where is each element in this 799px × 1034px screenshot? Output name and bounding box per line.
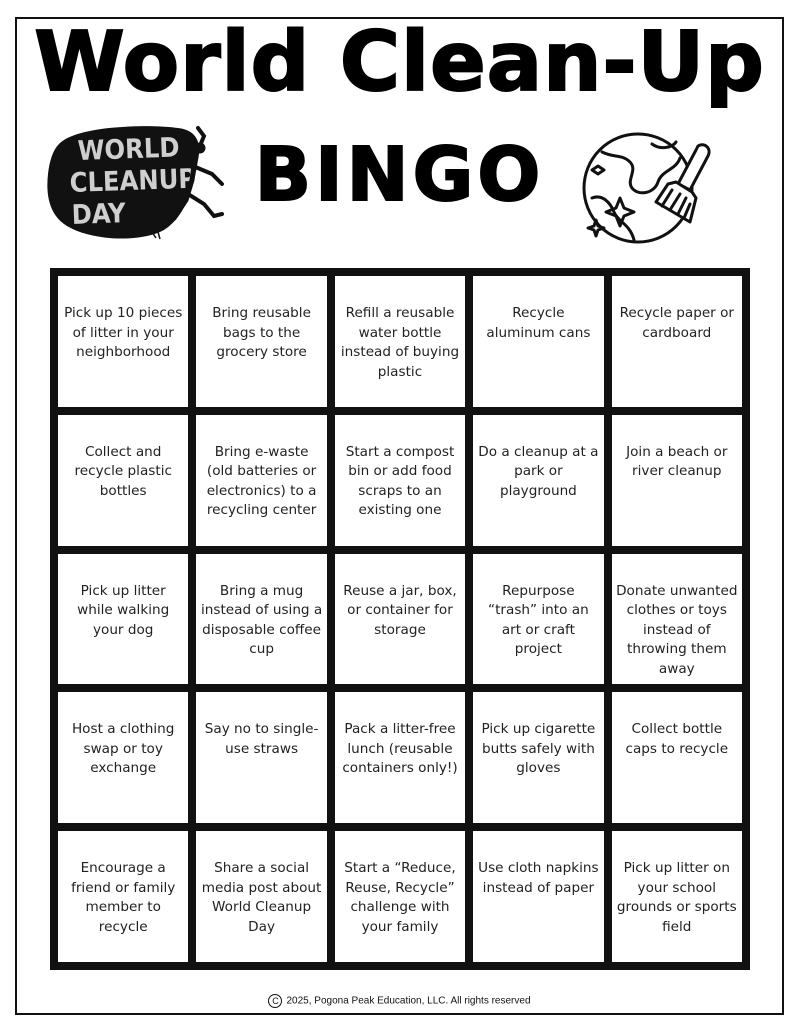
bingo-cell-text: Encourage a friend or family member to recycle — [71, 860, 176, 935]
bingo-cell-text: Bring reusable bags to the grocery store — [212, 305, 311, 360]
bingo-cell-text: Refill a reusable water bottle instead of buying plastic — [340, 305, 460, 380]
bingo-cell-text: Pick up litter on your school grounds or sports field — [616, 860, 737, 935]
bingo-cell[interactable] — [612, 415, 742, 546]
copyright-text: 2025, Pogona Peak Education, LLC. All rights reserved — [286, 995, 531, 1007]
copyright-footer — [0, 994, 799, 1008]
bingo-cell[interactable] — [58, 415, 188, 546]
bingo-cell[interactable] — [473, 415, 603, 546]
bingo-cell[interactable] — [196, 692, 326, 823]
bingo-cell-text: Use cloth napkins instead of paper — [478, 860, 599, 896]
copyright-icon: C — [268, 994, 282, 1008]
bingo-cell[interactable] — [196, 276, 326, 407]
bingo-cell[interactable] — [335, 692, 465, 823]
bingo-cell[interactable] — [612, 692, 742, 823]
earth-cleaning-brush-icon — [580, 128, 720, 246]
bingo-cell-text: Recycle aluminum cans — [486, 305, 591, 341]
world-cleanup-day-logo — [46, 120, 236, 245]
bingo-cell-text: Bring e-waste (old batteries or electronics) to a recycling center — [206, 443, 317, 519]
bingo-cell-text: Do a cleanup at a park or playground — [478, 443, 599, 499]
bingo-cell[interactable] — [58, 554, 188, 685]
bingo-cell-text: Repurpose “trash” into an art or craft project — [488, 582, 589, 658]
bingo-cell-text: Donate unwanted clothes or toys instead of throwing them away — [616, 582, 738, 677]
bingo-cell[interactable] — [473, 554, 603, 685]
bingo-cell-text: Collect bottle caps to recycle — [625, 721, 729, 757]
bingo-cell[interactable] — [335, 831, 465, 962]
bingo-cell-text: Pick up cigarette butts safely with gloves — [481, 721, 596, 777]
bingo-cell[interactable] — [196, 554, 326, 685]
logo-text-line-2: CLEANUP — [69, 163, 197, 199]
bingo-cell-text: Collect and recycle plastic bottles — [74, 443, 172, 499]
bingo-cell-text: Join a beach or river cleanup — [626, 443, 728, 480]
bingo-cell-text: Pick up 10 pieces of litter in your neighborhood — [64, 305, 183, 360]
bingo-cell[interactable] — [58, 276, 188, 407]
bingo-cell[interactable] — [335, 554, 465, 685]
bingo-cell[interactable] — [612, 831, 742, 962]
bingo-cell-text: Say no to single-use straws — [204, 721, 319, 757]
bingo-heading: BINGO — [254, 132, 545, 218]
bingo-cell-text: Start a compost bin or add food scraps to an existing one — [345, 443, 455, 519]
bingo-cell[interactable] — [335, 276, 465, 407]
bingo-cell[interactable] — [473, 276, 603, 407]
bingo-cell[interactable] — [196, 415, 326, 546]
bingo-cell[interactable] — [335, 415, 465, 546]
bingo-cell-text: Host a clothing swap or toy exchange — [71, 721, 175, 777]
bingo-cell[interactable] — [473, 831, 603, 962]
bingo-cell[interactable] — [58, 692, 188, 823]
bingo-cell-text: Share a social media post about World Cleanup Day — [201, 860, 322, 935]
bingo-cell-text: Pick up litter while walking your dog — [77, 582, 170, 638]
logo-text-line-3: DAY — [71, 198, 127, 231]
page-title: World Clean-Up — [34, 15, 765, 110]
bingo-cell[interactable] — [612, 554, 742, 685]
bingo-cell-text: Start a “Reduce, Reuse, Recycle” challenge with your family — [344, 860, 456, 935]
bingo-cell[interactable] — [58, 831, 188, 962]
bingo-cell-text: Bring a mug instead of using a disposable coffee cup — [200, 582, 323, 658]
bingo-cell[interactable] — [196, 831, 326, 962]
logo-text-line-1: WORLD — [77, 132, 180, 167]
bingo-cell-text: Reuse a jar, box, or container for storage — [343, 582, 457, 638]
bingo-grid — [50, 268, 750, 970]
bingo-cell-text: Recycle paper or cardboard — [619, 305, 734, 341]
bingo-cell[interactable] — [612, 276, 742, 407]
bingo-cell[interactable] — [473, 692, 603, 823]
bingo-cell-text: Pack a litter-free lunch (reusable containers only!) — [342, 721, 458, 777]
